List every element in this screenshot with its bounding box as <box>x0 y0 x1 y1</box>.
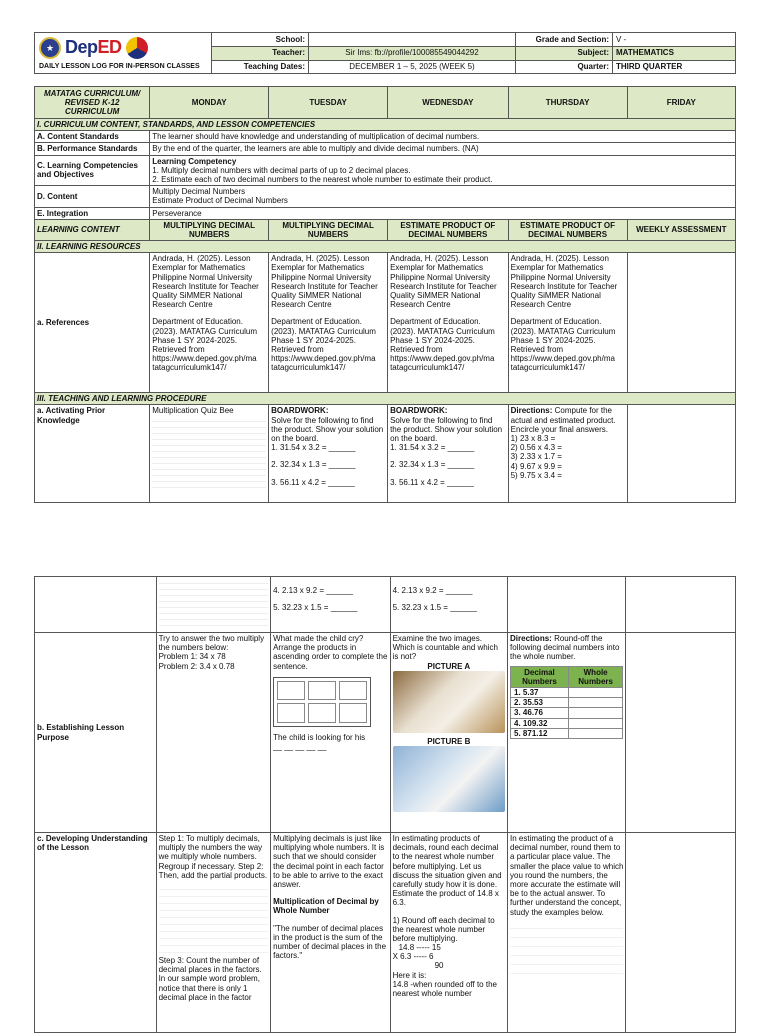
dev-wed-2: 1) Round off each decimal to the nearest whole number before multiplying. <box>392 915 495 943</box>
cont-mon <box>156 577 271 633</box>
dates-label: Teaching Dates: <box>212 60 309 74</box>
problem-5: 5. 32.23 x 1.5 = ______ <box>392 603 477 613</box>
puzzle-grid <box>273 677 371 727</box>
answer-3[interactable] <box>568 708 623 718</box>
cont-thu <box>508 577 626 633</box>
num-1: 1. 5.37 <box>511 687 569 697</box>
references-thu <box>508 253 627 393</box>
performance-standards: By the end of the quarter, the learners are able to multiply and divide decimal numbers. (NA) <box>150 143 736 155</box>
row-label-establishing: b. Establishing Lesson Purpose <box>35 633 157 833</box>
activating-wed <box>388 405 509 503</box>
establishing-fri <box>626 633 736 833</box>
activating-tue <box>269 405 388 503</box>
thu-item-4: 4) 9.67 x 9.9 = <box>510 461 562 471</box>
boardwork-text: Solve for the following to find the product. Show your solution on the board. <box>271 415 384 443</box>
problem-4: 4. 2.13 x 9.2 = ______ <box>392 586 473 595</box>
cont-fri <box>626 577 736 633</box>
developing-wed <box>390 833 507 1033</box>
dev-wed-6: Here it is: <box>392 970 427 980</box>
content-2: Estimate Product of Decimal Numbers <box>152 196 288 206</box>
lesson-log-table-continued <box>34 576 736 1033</box>
thu-item-5: 5) 9.75 x 3.4 = <box>510 470 562 480</box>
section-procedure: III. TEACHING AND LEARNING PROCEDURE <box>35 393 736 405</box>
col-curriculum: MATATAG CURRICULUM/ REVISED K-12 CURRICULUM <box>35 87 150 119</box>
problem-5: 5. 32.23 x 1.5 = ______ <box>273 603 358 613</box>
establishing-wed <box>390 633 507 833</box>
activating-fri <box>627 405 735 503</box>
establishing-mon <box>156 633 271 833</box>
content-1: Multiply Decimal Numbers <box>152 187 246 197</box>
answer-5[interactable] <box>568 728 623 738</box>
ref-1: Andrada, H. (2025). Lesson Exemplar for Mathematics Philippine Normal University Research Institute for Teacher Quality SiMMER National Research Centre <box>271 254 378 310</box>
establishing-mon-text: Try to answer the two multiply the numbers below: <box>158 634 265 653</box>
dev-tue-heading: Multiplication of Decimal by Whole Number <box>273 897 379 916</box>
teacher-label: Teacher: <box>212 46 309 60</box>
quarter-value: THIRD QUARTER <box>613 60 736 74</box>
col-friday: FRIDAY <box>627 87 735 119</box>
problem-2: 2. 32.34 x 1.3 = ______ <box>271 460 356 470</box>
ref-1: Andrada, H. (2025). Lesson Exemplar for Mathematics Philippine Normal University Research Institute for Teacher Quality SiMMER National Research Centre <box>390 254 497 310</box>
references-mon <box>150 253 269 393</box>
num-5: 5. 871.12 <box>511 728 569 738</box>
problem-b: Problem 2: 3.4 x 0.78 <box>158 661 235 671</box>
picture-b-label: PICTURE B <box>427 736 471 746</box>
problem-1: 1. 31.54 x 3.2 = ______ <box>390 443 475 453</box>
child-blank: __ __ __ __ __ <box>273 741 327 751</box>
row-label-activating: a. Activating Prior Knowledge <box>35 405 150 503</box>
dev-wed-4: X 6.3 ----- 6 <box>392 952 434 962</box>
row-label-performance: B. Performance Standards <box>35 143 150 155</box>
col-monday: MONDAY <box>150 87 269 119</box>
quiz-bee-image-cont <box>159 578 269 628</box>
num-3: 3. 46.76 <box>511 708 569 718</box>
rounding-examples-image <box>510 920 623 980</box>
learning-content-thu: ESTIMATE PRODUCT OF DECIMAL NUMBERS <box>508 219 627 240</box>
col-tuesday: TUESDAY <box>269 87 388 119</box>
header-table <box>34 32 736 74</box>
establishing-tue-text: What made the child cry? Arrange the products in ascending order to complete the sentence. <box>273 634 388 671</box>
references-fri <box>627 253 735 393</box>
school-value <box>309 33 516 47</box>
developing-mon <box>156 833 271 1033</box>
dev-wed-5: 90 <box>434 961 444 971</box>
school-label: School: <box>212 33 309 47</box>
logo-cell <box>35 33 212 74</box>
directions-text: Round-off the following decimal numbers into the whole number. <box>510 634 620 662</box>
num-2: 2. 35.53 <box>511 698 569 708</box>
cont-tue <box>271 577 391 633</box>
section-curriculum: I. CURRICULUM CONTENT, STANDARDS, AND LESSON COMPETENCIES <box>35 119 736 131</box>
problem-2: 2. 32.34 x 1.3 = ______ <box>390 460 475 470</box>
ref-1: Andrada, H. (2025). Lesson Exemplar for Mathematics Philippine Normal University Research Institute for Teacher Quality SiMMER National Research Centre <box>152 254 259 310</box>
dev-mon-2: Step 3: Count the number of decimal places in the factors. In our sample word problem, notice that there is only 1 decimal place in the factor <box>158 955 262 1002</box>
thu-item-2: 2) 0.56 x 4.3 = <box>510 443 562 453</box>
dev-wed-1: In estimating products of decimals, round each decimal to the nearest whole number before multiplying. Let us discuss the situation given and carefully study how it is done. Estimate the product of 14.8 x 6.3. <box>392 834 502 908</box>
quiz-bee-image <box>152 416 266 492</box>
content <box>150 186 736 207</box>
competency-2: 2. Estimate each of two decimal numbers to the nearest whole number to estimate their product. <box>152 174 493 184</box>
learning-content-mon: MULTIPLYING DECIMAL NUMBERS <box>150 219 269 240</box>
rounding-table <box>510 666 623 739</box>
ref-2: Department of Education. (2023). MATATAG Curriculum Phase 1 SY 2024-2025. Retrieved from https://www.deped.gov.ph/ma tatagcurriculumk147/ <box>390 317 495 373</box>
content-standards: The learner should have knowledge and understanding of multiplication of decimal numbers. <box>150 131 736 143</box>
establishing-wed-text: Examine the two images. Which is countable and which is not? <box>392 634 498 662</box>
directions-label: Directions: <box>510 406 553 416</box>
dev-tue-1: Multiplying decimals is just like multiplying whole numbers. It is such that we should consider the decimal point in each factor to be able to arrive to the exact answer. <box>273 834 385 889</box>
learning-content-fri: WEEKLY ASSESSMENT <box>627 219 735 240</box>
ref-1: Andrada, H. (2025). Lesson Exemplar for Mathematics Philippine Normal University Research Institute for Teacher Quality SiMMER National Research Centre <box>510 254 618 310</box>
subject-value: MATHEMATICS <box>613 46 736 60</box>
problem-1: 1. 31.54 x 3.2 = ______ <box>271 443 356 453</box>
directions-label: Directions: <box>510 634 552 643</box>
picture-a-label: PICTURE A <box>427 661 471 671</box>
th-whole: Whole Numbers <box>568 666 623 687</box>
partial-products-image <box>159 883 269 953</box>
dev-wed-3: 14.8 ----- 15 <box>398 943 441 953</box>
row-label-developing: c. Developing Understanding of the Lesson <box>35 833 157 1033</box>
problem-3: 3. 56.11 x 4.2 = ______ <box>271 477 355 487</box>
grade-label: Grade and Section: <box>516 33 613 47</box>
num-4: 4. 109.32 <box>511 718 569 728</box>
row-label-content-standards: A. Content Standards <box>35 131 150 143</box>
integration: Perseverance <box>150 207 736 219</box>
developing-thu <box>508 833 626 1033</box>
ref-2: Department of Education. (2023). MATATAG Curriculum Phase 1 SY 2024-2025. Retrieved from https://www.deped.gov.ph/ma tatagcurriculumk147/ <box>271 317 376 373</box>
row-label-competencies: C. Learning Competencies and Objectives <box>35 155 150 186</box>
problem-a: Problem 1: 34 x 78 <box>158 652 226 662</box>
establishing-thu <box>508 633 626 833</box>
references-tue <box>269 253 388 393</box>
deped-logo: DepED <box>65 37 122 58</box>
log-caption: DAILY LESSON LOG FOR IN-PERSON CLASSES <box>39 63 200 70</box>
competency-title: Learning Competency <box>152 156 237 166</box>
dev-mon-1: Step 1: To multiply decimals, multiply the numbers the way we multiply whole numbers. Regroup if necessary. Step 2: Then, add the partial products. <box>158 834 268 880</box>
competencies <box>150 155 736 186</box>
deped-seal-icon: ★ <box>39 37 61 59</box>
answer-4[interactable] <box>568 718 623 728</box>
boardwork-title: BOARDWORK: <box>390 406 448 416</box>
learning-content-tue: MULTIPLYING DECIMAL NUMBERS <box>269 219 388 240</box>
directions-text: Compute for the actual and estimated product. Encircle your final answers. <box>510 406 616 434</box>
row-label-references: a. References <box>35 253 150 393</box>
problem-3: 3. 56.11 x 4.2 = ______ <box>390 477 474 487</box>
dates-value: DECEMBER 1 – 5, 2025 (WEEK 5) <box>309 60 516 74</box>
ref-2: Department of Education. (2023). MATATAG Curriculum Phase 1 SY 2024-2025. Retrieved from https://www.deped.gov.ph/ma tatagcurriculumk147/ <box>510 317 616 373</box>
learning-content-wed: ESTIMATE PRODUCT OF DECIMAL NUMBERS <box>388 219 509 240</box>
section-resources: II. LEARNING RESOURCES <box>35 241 736 253</box>
row-label-learning-content: LEARNING CONTENT <box>35 219 150 240</box>
thu-item-3: 3) 2.33 x 1.7 = <box>510 452 562 462</box>
quiz-bee-title: Multiplication Quiz Bee <box>152 406 234 416</box>
cont-label <box>35 577 157 633</box>
bagong-pilipinas-icon <box>126 37 148 59</box>
teacher-value: Sir Ims: fb://profile/100085549044292 <box>309 46 516 60</box>
rice-image <box>393 671 505 733</box>
child-sentence: The child is looking for his <box>273 732 366 742</box>
col-thursday: THURSDAY <box>508 87 627 119</box>
row-label-content: D. Content <box>35 186 150 207</box>
references-wed <box>388 253 509 393</box>
quarter-label: Quarter: <box>516 60 613 74</box>
dev-tue-quote: "The number of decimal places in the product is the sum of the number of decimal places in the factors." <box>273 923 387 961</box>
subject-label: Subject: <box>516 46 613 60</box>
answer-2[interactable] <box>568 698 623 708</box>
grade-value: V - <box>613 33 736 47</box>
cont-wed <box>390 577 507 633</box>
establishing-tue <box>271 633 391 833</box>
developing-fri <box>626 833 736 1033</box>
dev-thu-1: In estimating the product of a decimal number, round them to a particular place value. The smaller the place value to which you round the numbers, the more accurate the estimate will be to the actual answer. To further understand the concept, study the examples below. <box>510 834 624 917</box>
boardwork-title: BOARDWORK: <box>271 406 329 416</box>
row-label-integration: E. Integration <box>35 207 150 219</box>
activating-thu <box>508 405 627 503</box>
thu-item-1: 1) 23 x 8.3 = <box>510 434 556 443</box>
lesson-log-table <box>34 86 736 503</box>
competency-1: 1. Multiply decimal numbers with decimal parts of up to 2 decimal places. <box>152 165 411 175</box>
ref-2: Department of Education. (2023). MATATAG Curriculum Phase 1 SY 2024-2025. Retrieved from https://www.deped.gov.ph/ma tatagcurriculumk147/ <box>152 317 258 373</box>
dev-wed-7: 14.8 -when rounded off to the nearest whole number <box>392 979 497 998</box>
boardwork-text: Solve for the following to find the product. Show your solution on the board. <box>390 415 503 443</box>
activating-mon <box>150 405 269 503</box>
problem-4: 4. 2.13 x 9.2 = ______ <box>273 586 353 595</box>
face-masks-image <box>393 746 505 812</box>
th-decimal: Decimal Numbers <box>511 666 569 687</box>
col-wednesday: WEDNESDAY <box>388 87 509 119</box>
developing-tue <box>271 833 391 1033</box>
answer-1[interactable] <box>568 687 623 697</box>
